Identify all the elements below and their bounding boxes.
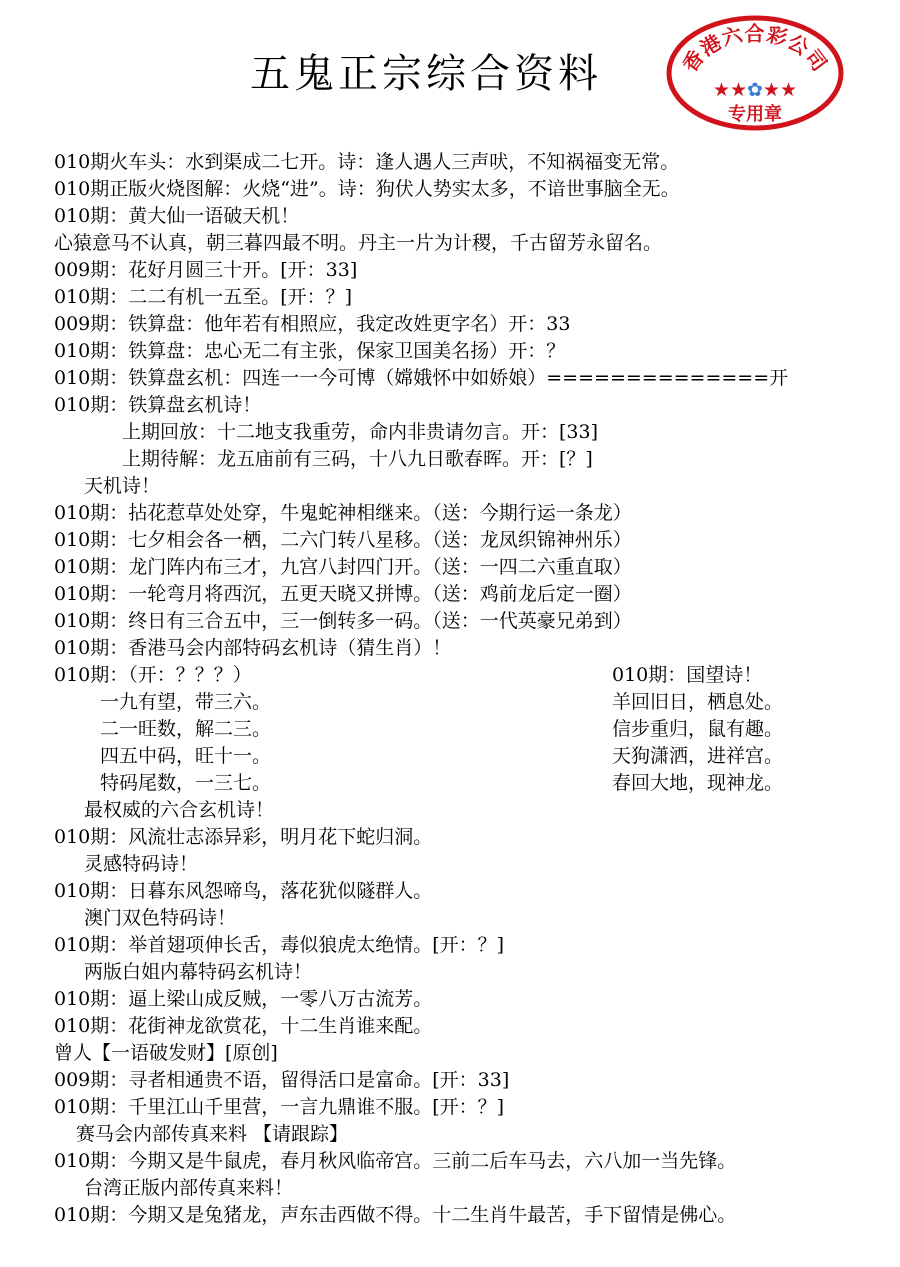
poem-line: 四五中码，旺十一。 — [100, 745, 272, 767]
poem-line: 天狗潇洒，进祥宫。 — [612, 745, 784, 767]
text-line: 010期：花街神龙欲赏花，十二生肖谁来配。 — [54, 1015, 433, 1037]
poem-line: 特码尾数，一三七。 — [100, 772, 272, 794]
poem-line: 二一旺数，解二三。 — [100, 718, 272, 740]
svg-text:★★✿★★: ★★✿★★ — [712, 79, 798, 101]
poem-line: 一九有望，带三六。 — [100, 691, 272, 713]
poem-line: 信步重归，鼠有趣。 — [612, 718, 784, 740]
text-line: 010期：七夕相会各一栖，二六门转八星移。（送：龙凤织锦神州乐） — [54, 529, 632, 551]
text-line: 上期回放：十二地支我重劳，命内非贵请勿言。开：[33] — [122, 421, 599, 443]
poem-heading: 010期：国望诗！ — [612, 664, 763, 686]
poem-line: 羊回旧日，栖息处。 — [612, 691, 784, 713]
text-line: 010期：拈花惹草处处穿，牛鬼蛇神相继来。（送：今期行运一条龙） — [54, 502, 632, 524]
text-line: 010期：一轮弯月将西沉，五更天晓又拼博。（送：鸡前龙后定一圈） — [54, 583, 632, 605]
svg-text:专用章: 专用章 — [728, 104, 782, 125]
text-line: 上期待解：龙五庙前有三码，十八九日歌春晖。开：[？] — [122, 448, 593, 470]
page-title: 五鬼正宗综合资料 — [250, 51, 602, 97]
section-heading: 灵感特码诗！ — [84, 853, 199, 875]
text-line: 010期火车头：水到渠成二七开。诗：逢人遇人三声吠，不知祸福变无常。 — [54, 151, 680, 173]
text-line: 010期：终日有三合五中，三一倒转多一码。（送：一代英豪兄弟到） — [54, 610, 632, 632]
text-line: 010期：逼上梁山成反贼，一零八万古流芳。 — [54, 988, 433, 1010]
company-seal — [664, 14, 846, 132]
text-line: 010期：龙门阵内布三才，九宫八封四门开。（送：一四二六重直取） — [54, 556, 632, 578]
text-line: 心猿意马不认真，朝三暮四最不明。丹主一片为计稷，千古留芳永留名。 — [54, 232, 663, 254]
section-heading: 赛马会内部传真来料 【请跟踪】 — [76, 1123, 349, 1145]
text-line: 010期：香港马会内部特码玄机诗（猜生肖）！ — [54, 637, 452, 659]
text-line: 010期：风流壮志添异彩，明月花下蛇归洞。 — [54, 826, 433, 848]
section-heading: 台湾正版内部传真来料！ — [84, 1177, 294, 1199]
text-line: 010期：铁算盘玄机诗！ — [54, 394, 262, 416]
svg-text:香港六合彩公司: 香港六合彩公司 — [677, 21, 833, 77]
text-line: 010期：举首翅项伸长舌，毒似狼虎太绝情。[开：？] — [54, 934, 505, 956]
section-heading: 澳门双色特码诗！ — [84, 907, 237, 929]
text-line: 009期：寻者相通贵不语，留得活口是富命。[开：33] — [54, 1069, 510, 1091]
text-line: 010期：铁算盘玄机：四连一一今可博（嫦娥怀中如娇娘）==============开 — [54, 367, 789, 389]
text-line: 010期：日暮东风怨啼鸟，落花犹似隧群人。 — [54, 880, 433, 902]
text-line: 009期：铁算盘：他年若有相照应，我定改姓更字名）开：33 — [54, 313, 571, 335]
text-line: 010期：今期又是兔猪龙，声东击西做不得。十二生肖牛最苦，手下留情是佛心。 — [54, 1204, 737, 1226]
section-heading: 曾人【一语破发财】[原创] — [54, 1042, 278, 1064]
text-line: 010期：千里江山千里营，一言九鼎谁不服。[开：？] — [54, 1096, 505, 1118]
text-line: 009期：花好月圆三十开。[开：33] — [54, 259, 358, 281]
text-line: 010期：铁算盘：忠心无二有主张，保家卫国美名扬）开：？ — [54, 340, 566, 362]
section-heading: 最权威的六合玄机诗！ — [84, 799, 275, 821]
text-line: 010期正版火烧图解：火烧“进”。诗：狗伏人势实太多，不谙世事脑全无。 — [54, 178, 680, 200]
section-heading: 天机诗！ — [84, 475, 161, 497]
poem-line: 春回大地，现神龙。 — [612, 772, 784, 794]
section-heading: 两版白姐内幕特码玄机诗！ — [84, 961, 313, 983]
text-line: 010期：今期又是牛鼠虎，春月秋风临帝宫。三前二后车马去，六八加一当先锋。 — [54, 1150, 737, 1172]
text-line: 010期：二二有机一五至。[开：？] — [54, 286, 353, 308]
text-line: 010期：黄大仙一语破天机！ — [54, 205, 300, 227]
text-line: 010期：（开：？？？） — [54, 664, 252, 686]
